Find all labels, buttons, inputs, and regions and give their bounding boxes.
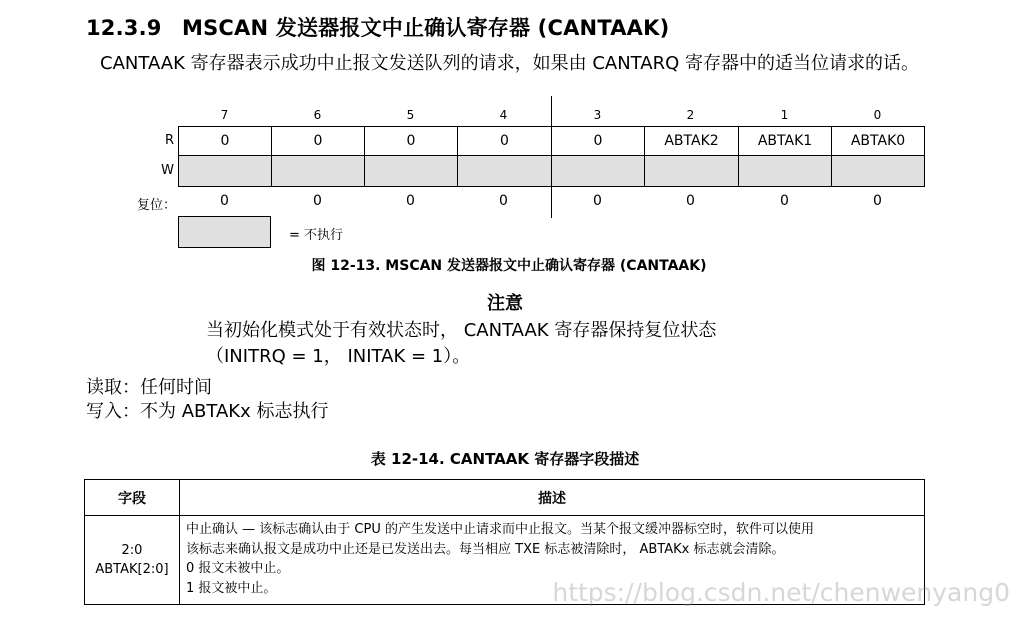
bit-number-0: 0 [873, 108, 882, 122]
reset-label: 复位： [136, 198, 176, 213]
register-cell-r-bit5: 0 [364, 126, 458, 156]
row-label-w: W [161, 163, 174, 178]
bit-number-4: 4 [499, 108, 508, 122]
table-caption: 表 12-14. CANTAAK 寄存器字段描述 [370, 450, 640, 468]
reset-value-bit0: 0 [873, 193, 882, 209]
register-cell-w-bit1 [738, 155, 832, 187]
note-line-2: （INITRQ = 1， INITAK = 1）。 [206, 346, 471, 367]
description-line: 0 报文未被中止。 [186, 561, 290, 576]
section-number: 12.3.9 [86, 16, 162, 40]
access-info [86, 376, 328, 424]
bit-number-5: 5 [406, 108, 415, 122]
reset-value-bit6: 0 [313, 193, 322, 209]
header-description: 描述 [180, 480, 925, 516]
reset-value-bit5: 0 [406, 193, 415, 209]
section-title-text: MSCAN 发送器报文中止确认寄存器 (CANTAAK) [182, 16, 670, 40]
write-access: 写入：不为 ABTAKx 标志执行 [86, 401, 329, 422]
register-cell-r-bit0: ABTAK0 [831, 126, 925, 156]
description-line: 中止确认 — 该标志确认由于 CPU 的产生发送中止请求而中止报文。当某个报文缓冲器标空时，软件可以使用 [186, 522, 814, 537]
note-line-1: 当初始化模式处于有效状态时， CANTAAK 寄存器保持复位状态 [206, 320, 717, 341]
register-cell-r-bit1: ABTAK1 [738, 126, 832, 156]
reset-value-bit2: 0 [686, 193, 695, 209]
register-cell-r-bit4: 0 [457, 126, 552, 156]
register-cell-r-bit3: 0 [551, 126, 645, 156]
register-cell-r-bit2: ABTAK2 [644, 126, 739, 156]
watermark: https://blog.csdn.net/chenwenyang0 [552, 578, 1010, 607]
row-label-r: R [164, 133, 174, 148]
bit-number-3: 3 [593, 108, 602, 122]
intro-paragraph: CANTAAK 寄存器表示成功中止报文发送队列的请求，如果由 CANTARQ 寄存器中的适当位请求的话。 [100, 53, 919, 74]
read-access: 读取：任何时间 [86, 377, 212, 398]
bit-number-2: 2 [686, 108, 695, 122]
section-title [86, 12, 669, 42]
register-cell-w-bit0 [831, 155, 925, 187]
register-cell-w-bit2 [644, 155, 739, 187]
legend-swatch [178, 216, 271, 248]
figure-caption: 图 12-13. MSCAN 发送器报文中止确认寄存器 (CANTAAK) [311, 258, 707, 274]
bit-number-6: 6 [313, 108, 322, 122]
register-cell-w-bit7 [178, 155, 272, 187]
note-body [206, 318, 716, 370]
reset-value-bit4: 0 [499, 193, 508, 209]
field-bits: 2:0 [121, 543, 143, 558]
bit-number-1: 1 [780, 108, 789, 122]
register-cell-r-bit7: 0 [178, 126, 272, 156]
description-line: 该标志来确认报文是成功中止还是已发送出去。每当相应 TXE 标志被清除时， ABTAKx 标志就会清除。 [186, 541, 785, 557]
table-header-row [85, 480, 925, 516]
register-cell-r-bit6: 0 [271, 126, 365, 156]
legend-text: = 不执行 [289, 228, 344, 243]
note-title: 注意 [487, 293, 523, 314]
bit-number-7: 7 [220, 108, 229, 122]
header-field: 字段 [85, 480, 180, 516]
description-line: 1 报文被中止。 [186, 580, 277, 596]
register-cell-w-bit6 [271, 155, 365, 187]
field-name: ABTAK[2:0] [95, 562, 169, 577]
reset-value-bit7: 0 [220, 193, 229, 209]
register-cell-w-bit3 [551, 155, 645, 187]
reset-value-bit1: 0 [780, 193, 789, 209]
register-cell-w-bit4 [457, 155, 552, 187]
reset-value-bit3: 0 [593, 193, 602, 209]
register-cell-w-bit5 [364, 155, 458, 187]
field-cell [85, 516, 180, 605]
